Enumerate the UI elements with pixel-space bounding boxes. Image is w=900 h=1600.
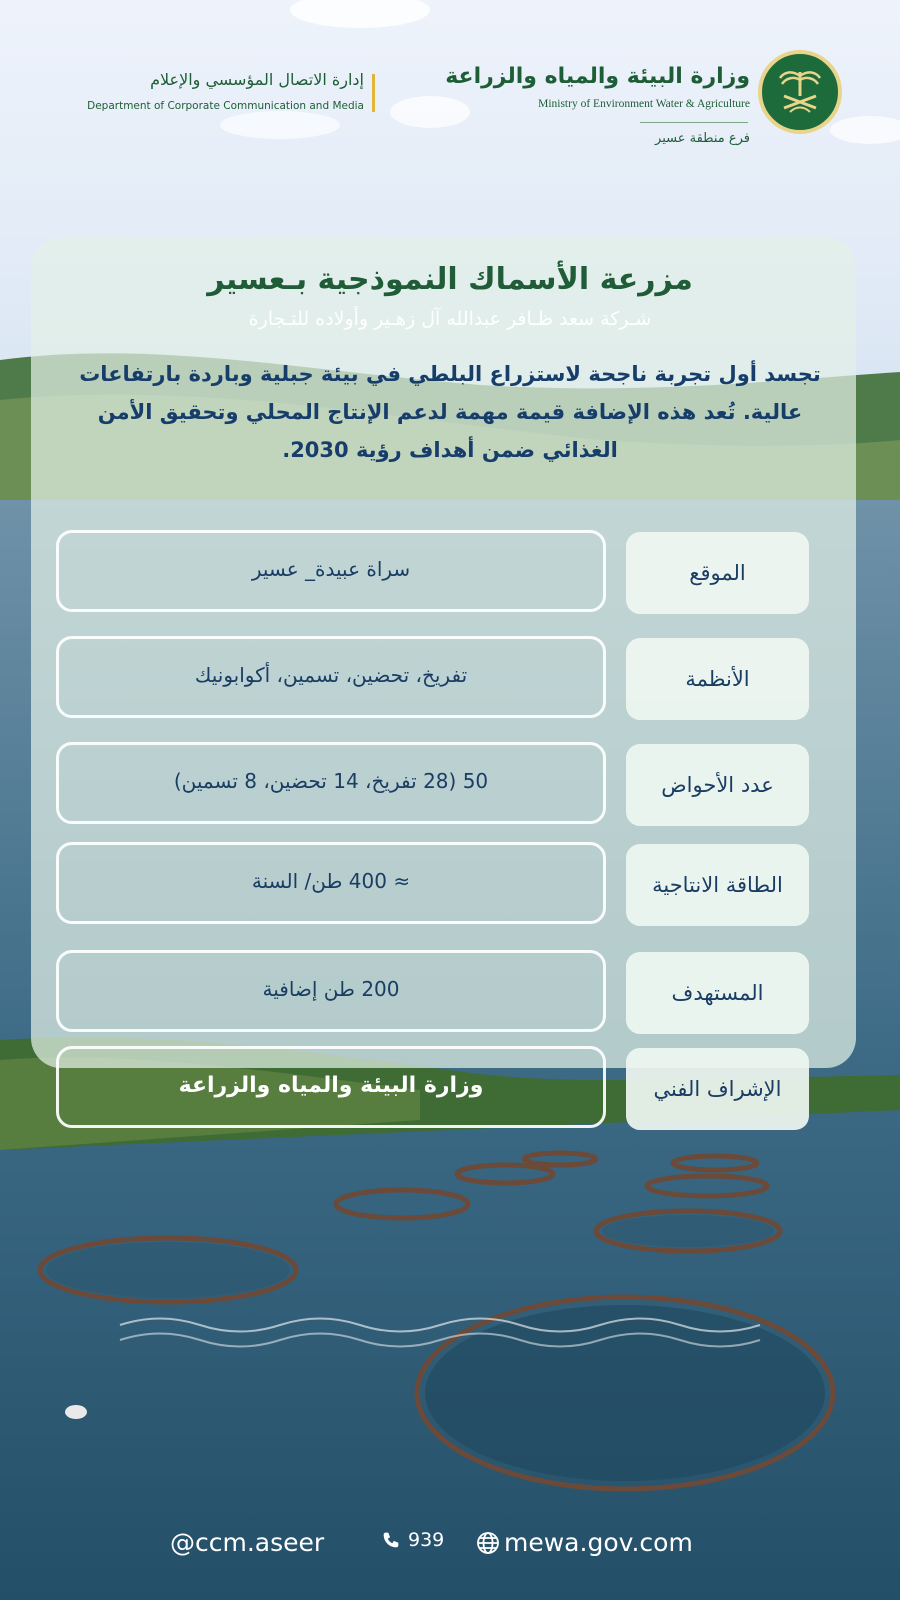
detail-row-ponds — [0, 742, 900, 828]
ministry-name-arabic: وزارة البيئة والمياه والزراعة — [445, 64, 750, 89]
phone-icon — [380, 1528, 404, 1552]
branch-name: فرع منطقة عسير — [655, 131, 750, 146]
department-name-english: Department of Corporate Communication and Media — [87, 100, 364, 112]
detail-value: سراة عبيدة_ عسير — [56, 530, 606, 612]
detail-row-location — [0, 530, 900, 616]
header-divider — [640, 122, 748, 123]
phone-number: 939 — [408, 1529, 445, 1551]
dept-accent-bar — [372, 74, 375, 112]
description: تجسد أول تجربة ناجحة لاستزراع البلطي في بيئة جبلية وباردة بارتفاعات عالية. تُعد هذه الإضافة قيمة مهمة لدعم الإنتاج المحلي وتحقيق الأمن الغذائي ضمن أهداف رؤية 2030. — [79, 362, 821, 462]
detail-label: الطاقة الانتاجية — [626, 844, 809, 926]
department-name-arabic: إدارة الاتصال المؤسسي والإعلام — [150, 70, 364, 89]
detail-label: الإشراف الفني — [626, 1048, 809, 1130]
detail-value: 50 (28 تفريخ، 14 تحضين، 8 تسمين) — [56, 742, 606, 824]
detail-label: عدد الأحواض — [626, 744, 809, 826]
detail-label: الأنظمة — [626, 638, 809, 720]
detail-row-systems — [0, 636, 900, 722]
header — [0, 0, 900, 170]
detail-value: تفريخ، تحضين، تسمين، أكوابونيك — [56, 636, 606, 718]
globe-icon — [476, 1531, 500, 1555]
footer — [0, 1528, 900, 1568]
detail-value: 200 طن إضافية — [56, 950, 606, 1032]
palm-and-swords-emblem-icon — [758, 50, 842, 134]
social-handle[interactable]: @ccm.aseer — [170, 1528, 325, 1557]
detail-row-supervision — [0, 1046, 900, 1132]
ministry-name-english: Ministry of Environment Water & Agriculture — [538, 98, 750, 110]
detail-row-target — [0, 950, 900, 1036]
detail-value: وزارة البيئة والمياه والزراعة — [56, 1046, 606, 1128]
website-link[interactable] — [476, 1528, 693, 1557]
company-name: شـركة سعد ظـافر عبدالله آل زهـير وأولاده للتـجارة — [248, 308, 652, 330]
detail-label: الموقع — [626, 532, 809, 614]
page-title: مزرعة الأسماك النموذجية بـعسير — [207, 262, 693, 297]
detail-label: المستهدف — [626, 952, 809, 1034]
website-url: mewa.gov.com — [504, 1528, 693, 1557]
detail-row-capacity — [0, 842, 900, 928]
detail-value: ≈ 400 طن/ السنة — [56, 842, 606, 924]
phone-link[interactable] — [380, 1528, 444, 1552]
